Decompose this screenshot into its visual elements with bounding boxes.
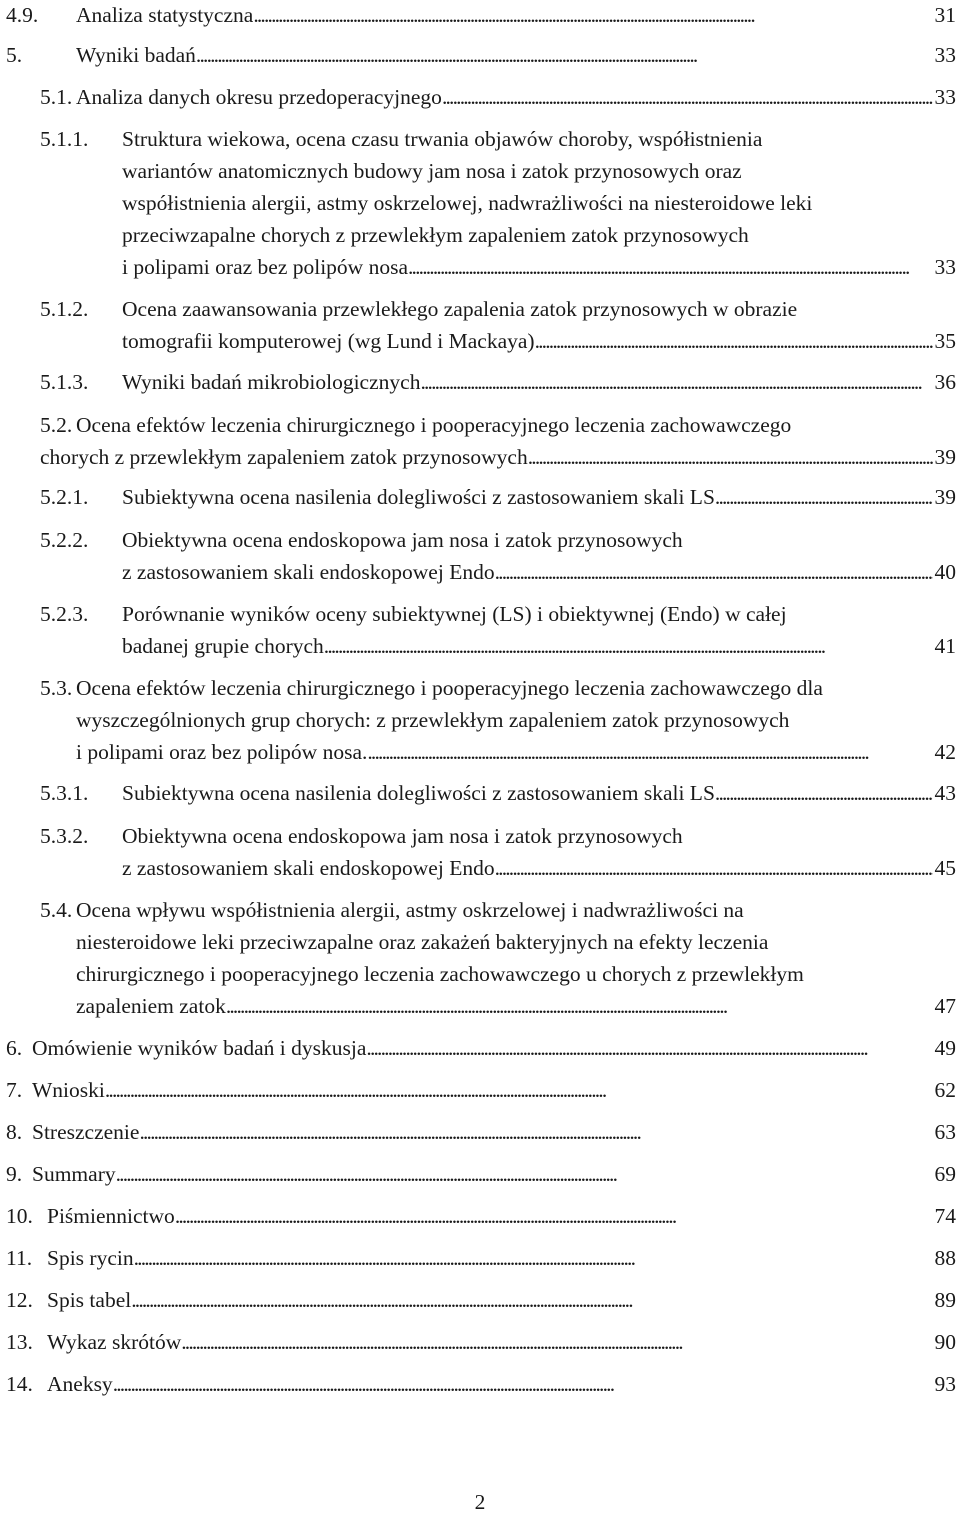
toc-number: 5.1. — [40, 85, 73, 109]
dot-leader — [442, 82, 933, 112]
toc-title-continued: chirurgicznego i pooperacyjnego leczenia zachowawczego u chorych z przewlekłym — [76, 962, 804, 986]
toc-title: Porównanie wyników oceny subiektywnej (LS) i obiektywnej (Endo) w całej — [122, 602, 787, 626]
toc-page-number: 40 — [934, 560, 956, 584]
toc-page-number: 74 — [934, 1204, 956, 1228]
toc-page-number: 90 — [934, 1330, 956, 1354]
toc-number: 5.1.2. — [40, 297, 89, 321]
toc-page-number: 63 — [934, 1120, 956, 1144]
toc-page-number: 41 — [934, 634, 956, 658]
toc-number: 8. — [6, 1120, 23, 1144]
dot-leader — [408, 252, 933, 282]
toc-number: 10. — [6, 1204, 33, 1228]
toc-title: Aneksy — [47, 1372, 113, 1396]
toc-number: 5.2.3. — [40, 602, 89, 626]
toc-number: 5.3. — [40, 676, 73, 700]
dot-leader — [324, 631, 933, 661]
toc-title-continued: z zastosowaniem skali endoskopowej Endo — [122, 560, 495, 584]
toc-number: 7. — [6, 1078, 23, 1102]
toc-page-number: 89 — [934, 1288, 956, 1312]
toc-number: 5.4. — [40, 898, 73, 922]
dot-leader — [495, 853, 933, 883]
toc-number: 9. — [6, 1162, 23, 1186]
toc-title-continued: i polipami oraz bez polipów nosa — [122, 255, 408, 279]
toc-page-number: 33 — [934, 255, 956, 279]
toc-page-number: 45 — [934, 856, 956, 880]
toc-title-continued: z zastosowaniem skali endoskopowej Endo — [122, 856, 495, 880]
toc-page-number: 31 — [934, 3, 956, 27]
toc-title-continued: zapaleniem zatok — [76, 994, 226, 1018]
toc-number: 14. — [6, 1372, 33, 1396]
toc-number: 11. — [6, 1246, 33, 1270]
toc-page-number: 35 — [934, 329, 956, 353]
toc-title: Wnioski — [32, 1078, 105, 1102]
dot-leader — [105, 1075, 933, 1105]
dot-leader — [139, 1117, 932, 1147]
dot-leader — [253, 0, 932, 30]
toc-page-number: 33 — [934, 43, 956, 67]
toc-number: 6. — [6, 1036, 23, 1060]
dot-leader — [420, 367, 932, 397]
page-number-footer: 2 — [474, 1490, 486, 1514]
toc-number: 5.2.1. — [40, 485, 89, 509]
toc-title-continued: przeciwzapalne chorych z przewlekłym zapaleniem zatok przynosowych — [122, 223, 749, 247]
toc-title: Analiza danych okresu przedoperacyjnego — [76, 85, 442, 109]
toc-number: 4.9. — [6, 3, 39, 27]
toc-number: 5.2. — [40, 413, 73, 437]
toc-number: 5. — [6, 43, 23, 67]
toc-title: Spis tabel — [47, 1288, 132, 1312]
toc-page-number: 47 — [934, 994, 956, 1018]
dot-leader — [367, 737, 932, 767]
toc-number: 5.1.3. — [40, 370, 89, 394]
toc-number: 5.2.2. — [40, 528, 89, 552]
toc-title: Analiza statystyczna — [76, 3, 254, 27]
toc-title-continued: wyszczególnionych grup chorych: z przewlekłym zapaleniem zatok przynosowych — [76, 708, 790, 732]
toc-page-number: 88 — [934, 1246, 956, 1270]
toc-title-continued: chorych z przewlekłym zapaleniem zatok przynosowych — [40, 445, 528, 469]
dot-leader — [535, 326, 933, 356]
dot-leader — [131, 1285, 932, 1315]
toc-title: Struktura wiekowa, ocena czasu trwania objawów choroby, współistnienia — [122, 127, 763, 151]
toc-page-number: 39 — [934, 445, 956, 469]
toc-title: Summary — [32, 1162, 116, 1186]
toc-title: Obiektywna ocena endoskopowa jam nosa i zatok przynosowych — [122, 824, 683, 848]
toc-title: Ocena zaawansowania przewlekłego zapalenia zatok przynosowych w obrazie — [122, 297, 798, 321]
toc-title-continued: współistnienia alergii, astmy oskrzelowej, nadwrażliwości na niesteroidowe leki — [122, 191, 813, 215]
toc-page-number: 69 — [934, 1162, 956, 1186]
toc-number: 12. — [6, 1288, 33, 1312]
dot-leader — [113, 1369, 933, 1399]
toc-title: Streszczenie — [32, 1120, 140, 1144]
toc-title: Wyniki badań — [76, 43, 196, 67]
toc-title: Ocena efektów leczenia chirurgicznego i pooperacyjnego leczenia zachowawczego dla — [76, 676, 823, 700]
toc-title: Wyniki badań mikrobiologicznych — [122, 370, 421, 394]
toc-title: Omówienie wyników badań i dyskusja — [32, 1036, 367, 1060]
toc-title-continued: tomografii komputerowej (wg Lund i Mackaya) — [122, 329, 535, 353]
toc-page-number: 36 — [934, 370, 956, 394]
toc-page-number: 62 — [934, 1078, 956, 1102]
toc-number: 5.3.2. — [40, 824, 89, 848]
toc-page-number: 49 — [934, 1036, 956, 1060]
dot-leader — [715, 778, 933, 808]
dot-leader — [181, 1327, 932, 1357]
dot-leader — [715, 482, 933, 512]
toc-title: Subiektywna ocena nasilenia dolegliwości z zastosowaniem skali LS — [122, 781, 715, 805]
toc-title-continued: wariantów anatomicznych budowy jam nosa i zatok przynosowych oraz — [122, 159, 742, 183]
dot-leader — [528, 442, 933, 472]
toc-number: 5.3.1. — [40, 781, 89, 805]
toc-title: Ocena efektów leczenia chirurgicznego i pooperacyjnego leczenia zachowawczego — [76, 413, 792, 437]
toc-number: 13. — [6, 1330, 33, 1354]
toc-title: Piśmiennictwo — [47, 1204, 175, 1228]
toc-title: Ocena wpływu współistnienia alergii, astmy oskrzelowej i nadwrażliwości na — [76, 898, 744, 922]
toc-page-number: 93 — [934, 1372, 956, 1396]
toc-title: Subiektywna ocena nasilenia dolegliwości z zastosowaniem skali LS — [122, 485, 715, 509]
dot-leader — [366, 1033, 932, 1063]
toc-number: 5.1.1. — [40, 127, 89, 151]
toc-title-continued: badanej grupie chorych — [122, 634, 324, 658]
dot-leader — [116, 1159, 933, 1189]
toc-title: Obiektywna ocena endoskopowa jam nosa i zatok przynosowych — [122, 528, 683, 552]
toc-page-number: 39 — [934, 485, 956, 509]
toc-title-continued: i polipami oraz bez polipów nosa. — [76, 740, 368, 764]
toc-title-continued: niesteroidowe leki przeciwzapalne oraz zakażeń bakteryjnych na efekty leczenia — [76, 930, 769, 954]
dot-leader — [196, 40, 933, 70]
toc-title: Spis rycin — [47, 1246, 134, 1270]
toc-page-number: 42 — [934, 740, 956, 764]
toc-page-number: 33 — [934, 85, 956, 109]
toc-page-number: 43 — [934, 781, 956, 805]
toc-title: Wykaz skrótów — [47, 1330, 182, 1354]
dot-leader — [226, 991, 933, 1021]
dot-leader — [175, 1201, 933, 1231]
dot-leader — [495, 557, 933, 587]
dot-leader — [134, 1243, 933, 1273]
